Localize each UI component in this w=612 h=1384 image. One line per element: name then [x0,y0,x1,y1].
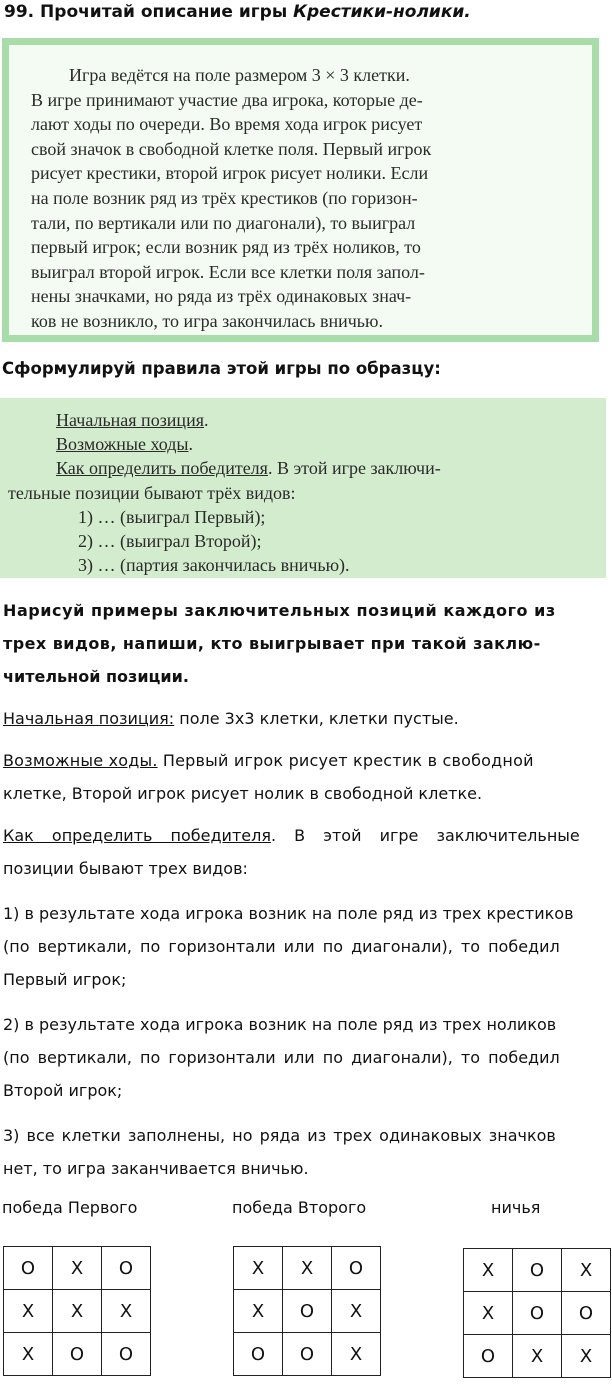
case-line: 3) все клетки заполнены, но ряда из трех одинаковых значков [3,1126,556,1145]
board-cell: Х [102,1290,151,1333]
case-line: (по вертикали, по горизонтали или по диагонали), то победил [3,937,560,956]
sample-line: Возможные ходы. [56,434,194,455]
description-line: свой значок в свободной клетке поля. Первый игрок [31,138,432,159]
board-cell: Х [53,1290,102,1333]
board-cell: О [562,1292,611,1335]
description-line: на поле возник ряд из трёх крестиков (по горизон- [31,187,418,208]
board-cell: О [4,1247,53,1290]
winner-text: . В этой игре заключительные [270,826,580,845]
possible-moves-text: Первый игрок рисует крестик в свободной [157,751,534,770]
sample-item: 1) … (выиграл Первый); [78,506,266,527]
board-caption-first-wins: победа Первого [2,1198,138,1217]
game-name: Крестики-нолики. [293,2,471,22]
winner-label: Как определить победителя [3,826,271,845]
case-line: 1) в результате хода игрока возник на поле ряд из трех крестиков [3,904,574,923]
description-line: лают ходы по очереди. Во время хода игрок рисует [31,114,423,135]
instruction-line: трех видов, напиши, кто выигрывает при такой заклю- [3,634,541,653]
board-cell: Х [4,1290,53,1333]
sample-text [8,408,600,577]
game-description-box [2,38,599,342]
subtask-title: Сформулируй правила этой игры по образцу: [2,359,441,378]
case-line: Второй игрок; [3,1081,123,1100]
board-cell: Х [4,1333,53,1376]
board-cell: Х [513,1335,562,1378]
sample-line: Начальная позиция. [56,410,209,430]
description-line: ков не возникло, то игра закончилась вничью. [31,310,383,331]
board-caption-draw: ничья [491,1198,541,1217]
board-cell: О [283,1333,332,1376]
board-cell: Х [283,1247,332,1290]
board-cell: Х [562,1249,611,1292]
board-cell: О [513,1249,562,1292]
description-line: Игра ведётся на поле размером 3 × 3 клетки. [69,65,410,85]
case-line: 2) в результате хода игрока возник на поле ряд из трех ноликов [3,1015,557,1034]
possible-moves-label: Возможные ходы. [3,751,158,770]
answer-initial-position [3,702,609,735]
answer-case-1 [3,897,609,996]
board-cell: Х [464,1292,513,1335]
board-cell: Х [562,1335,611,1378]
description-line: первый игрок; если возник ряд из трёх ноликов, то [31,237,421,258]
board-second-wins [233,1246,381,1376]
board-cell: О [513,1292,562,1335]
description-line: тали, по вертикали или по диагонали), то выиграл [31,212,416,233]
board-cell: Х [332,1290,381,1333]
sample-line: тельные позиции бывают трёх видов: [8,482,296,503]
instruction-line: Нарисуй примеры заключительных позиций каждого из [3,601,556,620]
answer-case-3 [3,1119,609,1185]
initial-position-label: Начальная позиция: [3,709,175,728]
board-caption-second-wins: победа Второго [232,1198,367,1217]
task-title-text: Прочитай описание игры [40,2,288,22]
game-description-text [31,63,571,334]
board-cell: Х [332,1333,381,1376]
initial-position-text: поле 3х3 клетки, клетки пустые. [174,709,459,728]
sample-item: 3) … (партия закончилась вничью). [78,555,350,576]
possible-moves-text: клетке, Второй игрок рисует нолик в свободной клетке. [3,784,483,803]
task-number: 99. [4,2,35,22]
board-cell: О [464,1335,513,1378]
case-line: нет, то игра заканчивается вничью. [3,1159,309,1178]
case-line: Первый игрок; [3,970,127,989]
answer-case-2 [3,1008,609,1107]
task-title [4,2,471,22]
board-cell: Х [234,1247,283,1290]
sample-item: 2) … (выиграл Второй); [78,531,262,552]
instruction-line: чительной позиции. [3,667,189,686]
description-line: выиграл второй игрок. Если все клетки поля запол- [31,261,425,282]
board-cell: О [102,1333,151,1376]
winner-text: позиции бывают трех видов: [3,859,248,878]
description-line: рисует крестики, второй игрок рисует нолики. Если [31,163,429,184]
board-cell: О [102,1247,151,1290]
answer-possible-moves [3,744,609,810]
instruction [3,594,607,693]
board-cell: О [283,1290,332,1333]
description-line: В игре принимают участие два игрока, которые де- [31,89,423,110]
board-cell: Х [53,1247,102,1290]
board-first-wins [3,1246,151,1376]
case-line: (по вертикали, по горизонтали или по диагонали), то победил [3,1048,560,1067]
board-cell: Х [464,1249,513,1292]
answer-winner [3,819,609,885]
sample-line: Как определить победителя. В этой игре заключи- [56,458,441,479]
board-cell: О [332,1247,381,1290]
board-cell: Х [234,1290,283,1333]
board-cell: О [53,1333,102,1376]
description-line: нены значками, но ряда из трёх одинаковых знач- [31,286,412,307]
sample-box [0,398,606,578]
board-draw [463,1248,611,1378]
board-cell: О [234,1333,283,1376]
